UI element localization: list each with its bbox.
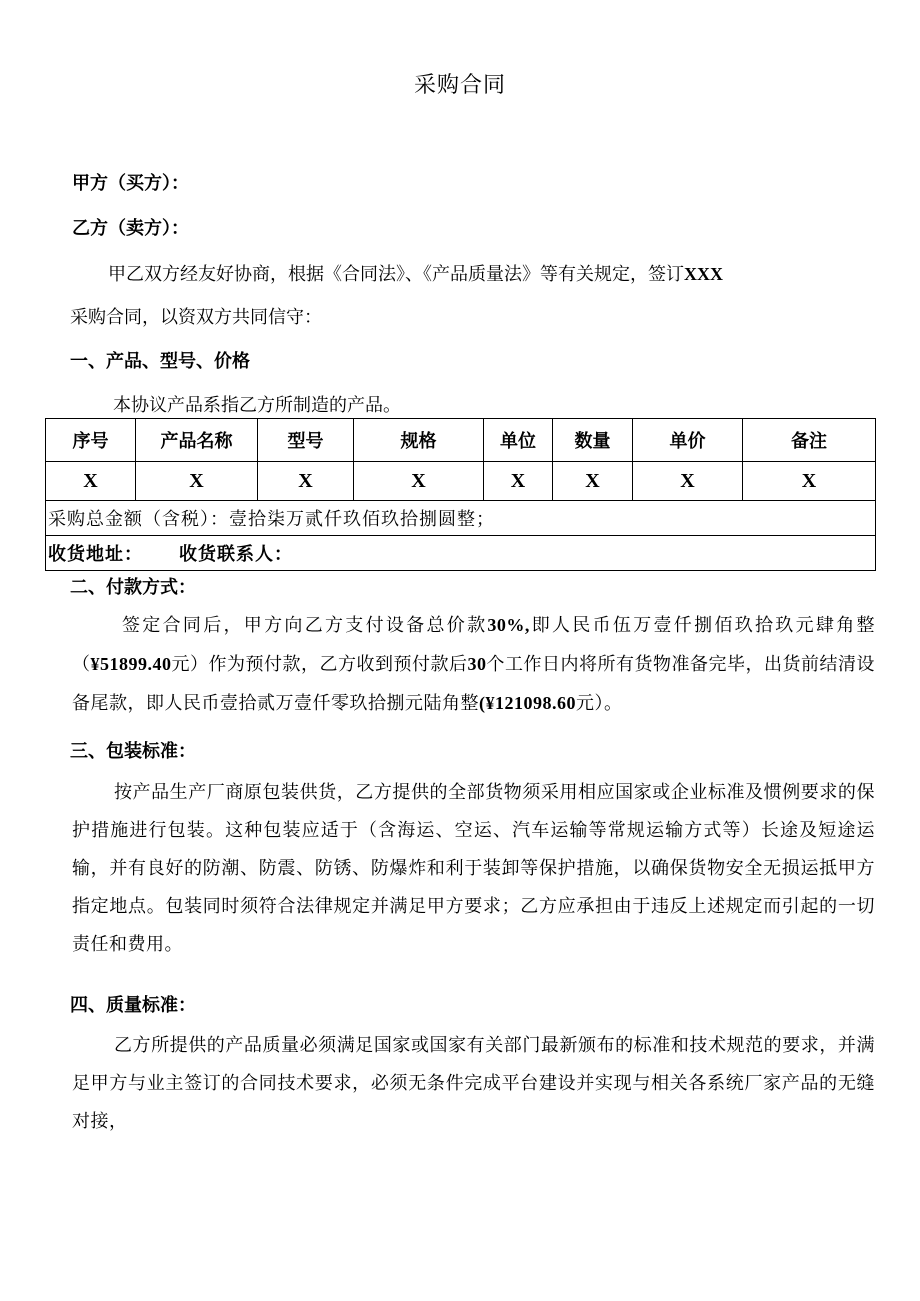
- party-a-label: 甲方（买方）：: [72, 173, 189, 194]
- payment-text-3: 元）作为预付款，乙方收到预付款后: [171, 654, 468, 675]
- section-3-heading: 三、包装标准：: [70, 741, 196, 762]
- product-table: [45, 418, 876, 571]
- section-4-body: 乙方所提供的产品质量必须满足国家或国家有关部门最新颁布的标准和技术规范的要求，并满足甲方与业主签订的合同技术要求，必须无条件完成平台建设并实现与相关各系统厂家产品的无缝对接，: [72, 1035, 875, 1132]
- table-cell: X: [258, 462, 354, 501]
- payment-days: 30: [467, 654, 487, 674]
- payment-percent: 30%,: [487, 615, 530, 635]
- intro-line-1: [108, 263, 723, 286]
- total-amount-row: [46, 501, 876, 536]
- table-row: [46, 462, 876, 501]
- delivery-row: [46, 536, 876, 571]
- section-3-body: 按产品生产厂商原包装供货，乙方提供的全部货物须采用相应国家或企业标准及惯例要求的保护措施进行包装。这种包装应适于（含海运、空运、汽车运输等常规运输方式等）长途及短途运输，并有良好的防潮、防震、防锈、防爆炸和利于装卸等保护措施，以确保货物安全无损运抵甲方指定地点。包装同时须符合法律规定并满足甲方要求；乙方应承担由于违反上述规定而引起的一切责任和费用。: [72, 782, 875, 955]
- party-b-label: 乙方（卖方）：: [72, 218, 189, 239]
- table-header-cell: 备注: [743, 419, 876, 462]
- table-header-cell: 产品名称: [136, 419, 258, 462]
- table-cell: X: [484, 462, 553, 501]
- total-amount-cell: 采购总金额（含税）：壹拾柒万贰仟玖佰玖拾捌圆整；: [46, 501, 876, 536]
- table-cell: X: [553, 462, 633, 501]
- payment-amount-1: ¥51899.40: [90, 654, 172, 674]
- table-cell: X: [136, 462, 258, 501]
- delivery-cell: [46, 536, 876, 571]
- section-2-heading: 二、付款方式：: [70, 577, 196, 598]
- payment-text-5: 元）。: [576, 693, 623, 714]
- section-1-heading: 一、产品、型号、价格: [70, 351, 250, 372]
- table-header-row: [46, 419, 876, 462]
- section-2-body: [72, 606, 875, 723]
- table-header-cell: 型号: [258, 419, 354, 462]
- intro-line-2: 采购合同，以资双方共同信守：: [70, 307, 322, 328]
- payment-text-1: 签定合同后，甲方向乙方支付设备总价款: [122, 615, 488, 636]
- table-header-cell: 数量: [553, 419, 633, 462]
- table-header-cell: 单价: [633, 419, 743, 462]
- table-cell: X: [633, 462, 743, 501]
- table-header-cell: 规格: [354, 419, 484, 462]
- document-title: 采购合同: [413, 73, 506, 98]
- delivery-contact-label: 收货联系人：: [179, 544, 293, 565]
- table-header-cell: 单位: [484, 419, 553, 462]
- section-1-note: 本协议产品系指乙方所制造的产品。: [113, 395, 401, 416]
- table-cell: X: [354, 462, 484, 501]
- payment-text-2: 即人民币伍万壹仟捌佰玖拾玖元肆角整（: [72, 615, 876, 675]
- table-cell: X: [743, 462, 876, 501]
- payment-text-4: 个工作日内将所有货物准备完毕，出货前结清设备尾款，即人民币壹拾贰万壹仟零玖拾捌元陆角整: [72, 654, 875, 714]
- intro-line-1-text: 甲乙双方经友好协商，根据《合同法》、《产品质量法》等有关规定，签订: [108, 264, 684, 285]
- table-header-cell: 序号: [46, 419, 136, 462]
- contract-name-placeholder: XXX: [684, 264, 723, 284]
- section-4-heading: 四、质量标准：: [70, 995, 196, 1016]
- delivery-address-label: 收货地址：: [48, 544, 143, 565]
- payment-amount-2: (¥121098.60: [479, 693, 576, 713]
- table-cell: X: [46, 462, 136, 501]
